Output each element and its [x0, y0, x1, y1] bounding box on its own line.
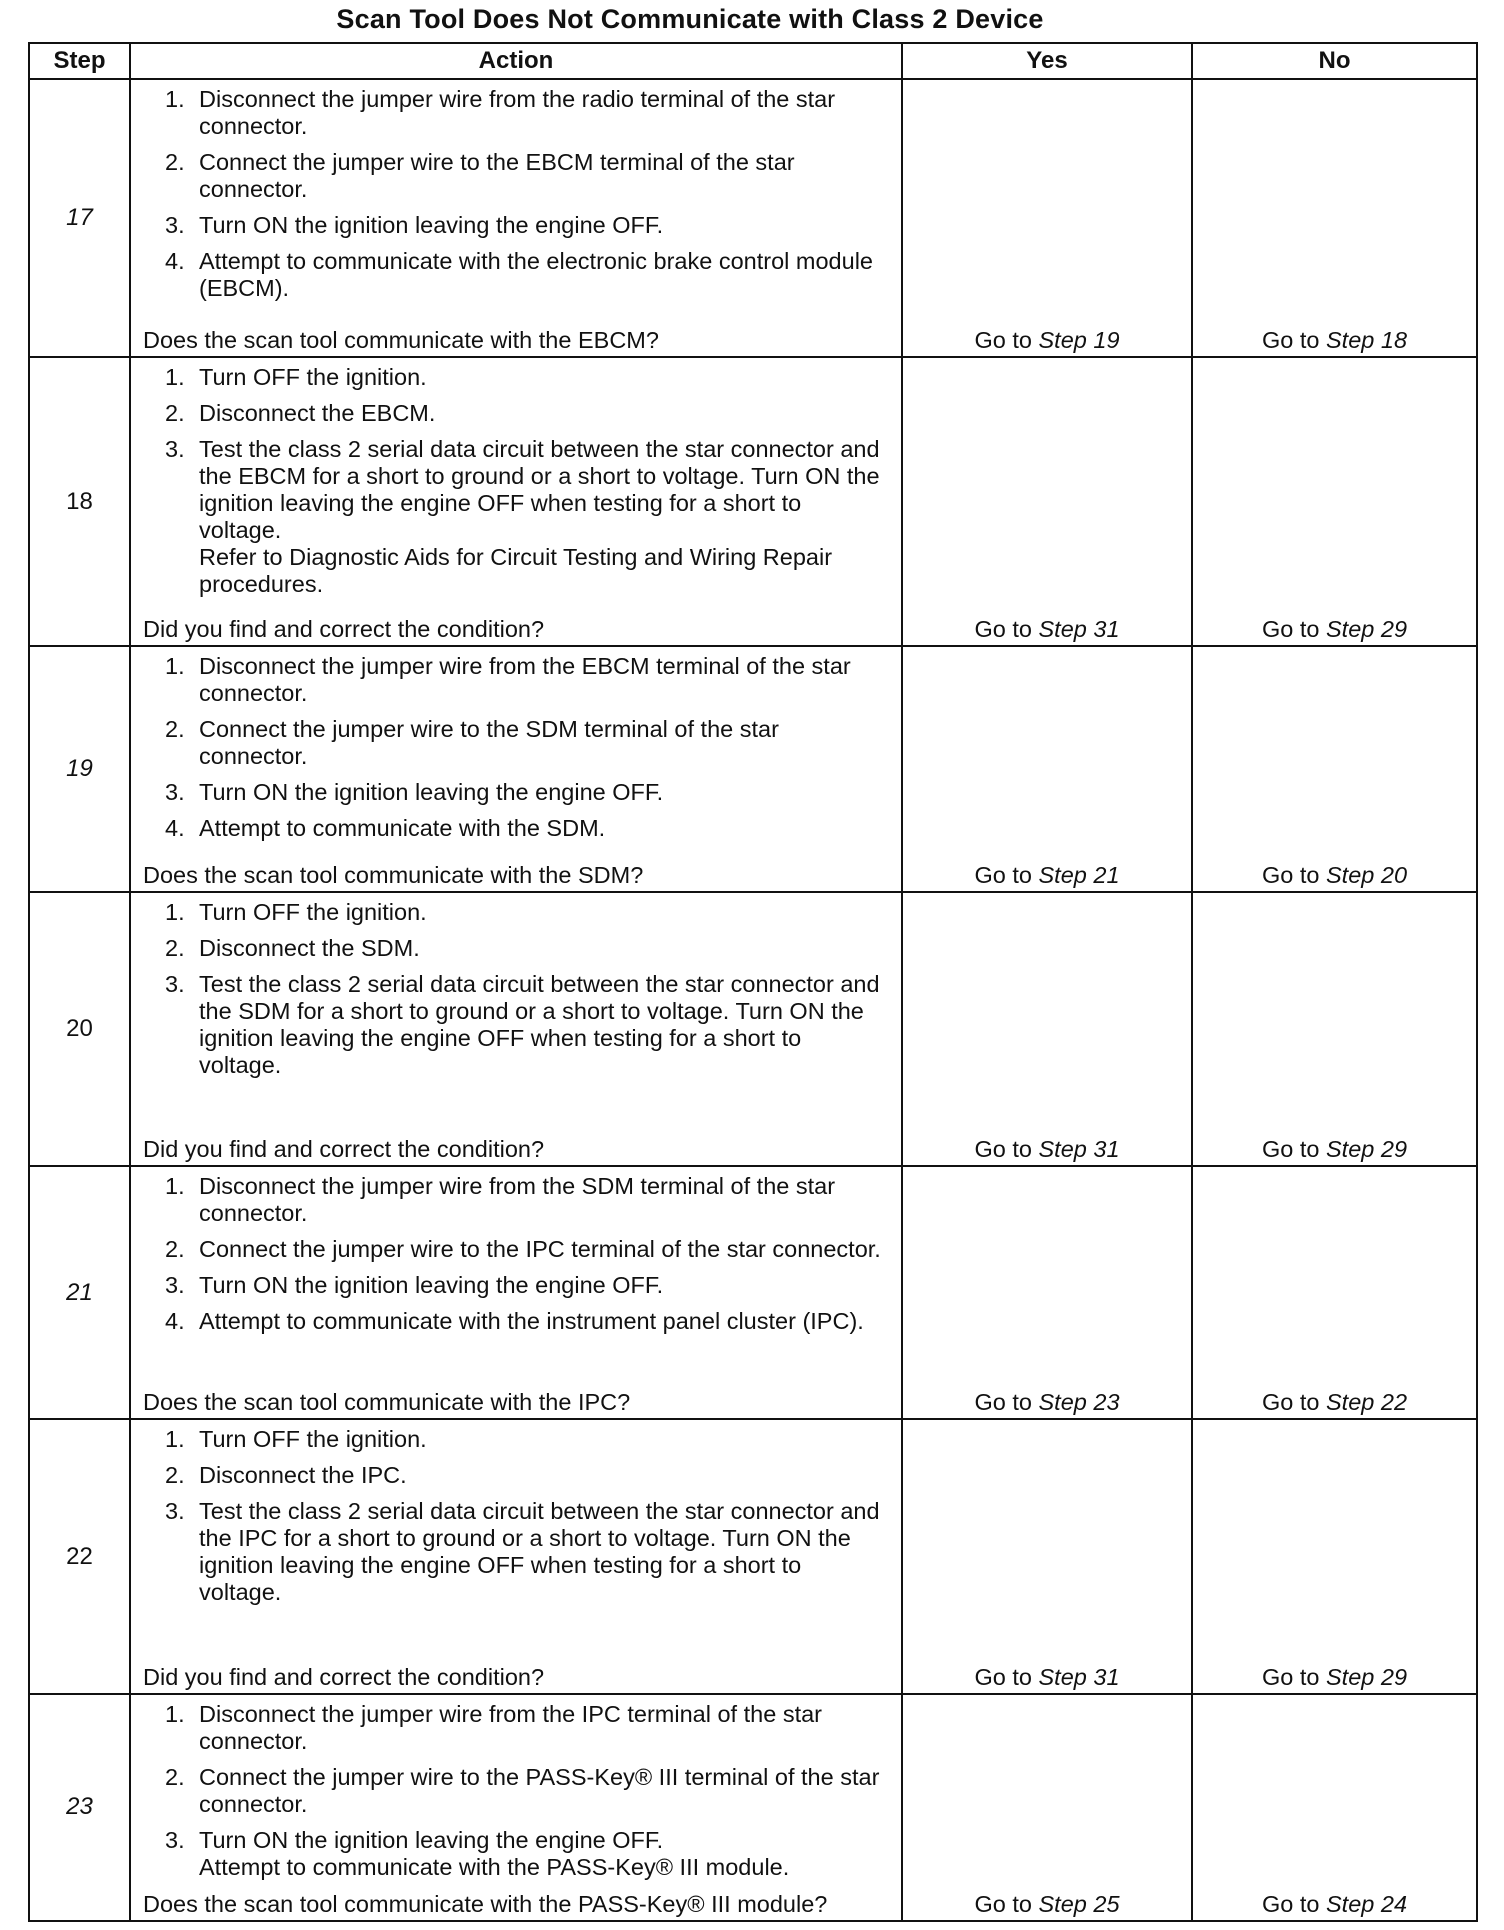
yes-cell [902, 892, 1192, 1166]
table-row [29, 79, 1477, 357]
goto-prefix: Go to [974, 1891, 1039, 1917]
substep-number: 1. [165, 86, 185, 112]
table-row [29, 1694, 1477, 1921]
step-number: 18 [29, 357, 130, 646]
substep-number: 2. [165, 400, 185, 427]
no-cell [1192, 646, 1477, 892]
substep-list [131, 358, 901, 544]
yes-cell [902, 1419, 1192, 1694]
table-row [29, 646, 1477, 892]
goto-step-link: Step 29 [1326, 1663, 1408, 1690]
substep-list [131, 1695, 901, 1854]
goto-prefix: Go to [974, 1389, 1039, 1416]
substep-list [131, 80, 901, 302]
step-number: 20 [29, 892, 130, 1166]
substep-item [131, 1173, 901, 1227]
substep-item [131, 779, 901, 806]
no-cell [1192, 892, 1477, 1166]
table-header-row [29, 43, 1477, 79]
substep-list [131, 893, 901, 1079]
substep-text: Attempt to communicate with the SDM. [199, 815, 606, 842]
yes-goto-text [903, 1135, 1191, 1163]
no-cell [1192, 1419, 1477, 1694]
substep-item [131, 1498, 901, 1606]
no-goto-text [1193, 615, 1476, 643]
substep-text: Turn ON the ignition leaving the engine OFF. [199, 1272, 664, 1299]
substep-number: 3. [165, 1826, 185, 1853]
substep-list [131, 1167, 901, 1335]
substep-number: 2. [165, 716, 185, 743]
yes-cell [902, 79, 1192, 357]
substep-text: Connect the jumper wire to the EBCM terminal of the star connector. [199, 149, 795, 202]
substep-item [131, 1827, 901, 1854]
substep-text: Test the class 2 serial data circuit between the star connector and the EBCM for a short to ground or a short to voltage. Turn ON the ignition leaving the engine OFF when testing for a short to voltage. [199, 436, 880, 544]
substep-item [131, 1701, 901, 1755]
yes-goto-text [903, 1388, 1191, 1416]
page-title: Scan Tool Does Not Communicate with Class 2 Device [336, 4, 1044, 34]
substep-number: 2. [165, 935, 185, 962]
action-question: Does the scan tool communicate with the EBCM? [143, 327, 659, 354]
substep-text: Disconnect the jumper wire from the EBCM terminal of the star connector. [199, 653, 851, 707]
substep-item [131, 1308, 901, 1335]
substep-item [131, 1236, 901, 1263]
substep-text: Test the class 2 serial data circuit between the star connector and the IPC for a short to ground or a short to voltage. Turn ON the ignition leaving the engine OFF when testing for a short to voltage. [199, 1498, 880, 1606]
substep-text: Turn OFF the ignition. [199, 899, 427, 926]
yes-goto-text [903, 1663, 1191, 1691]
action-cell [130, 357, 902, 646]
goto-step-link: Step 25 [1038, 1891, 1120, 1917]
step-number: 19 [29, 646, 130, 892]
substep-number: 3. [165, 779, 185, 806]
no-cell [1192, 357, 1477, 646]
substep-number: 3. [165, 212, 185, 238]
goto-step-link: Step 29 [1326, 1136, 1408, 1163]
action-cell [130, 646, 902, 892]
yes-cell [902, 646, 1192, 892]
step-number: 23 [29, 1694, 130, 1921]
substep-text: Disconnect the SDM. [199, 935, 420, 962]
substep-number: 2. [165, 1462, 185, 1489]
goto-prefix: Go to [1261, 862, 1326, 889]
action-cell [130, 892, 902, 1166]
action-question: Does the scan tool communicate with the PASS-Key® III module? [143, 1891, 828, 1917]
no-goto-text [1193, 861, 1476, 889]
action-question: Did you find and correct the condition? [143, 1136, 545, 1163]
goto-step-link: Step 19 [1038, 327, 1120, 354]
header-no: No [1192, 43, 1477, 79]
substep-number: 3. [165, 1498, 185, 1525]
substep-text: Disconnect the jumper wire from the SDM terminal of the star connector. [199, 1173, 836, 1227]
action-note: Refer to Diagnostic Aids for Circuit Testing and Wiring Repair procedures. [199, 544, 833, 598]
substep-text: Turn OFF the ignition. [199, 364, 427, 391]
substep-number: 1. [165, 899, 185, 926]
goto-prefix: Go to [974, 327, 1039, 354]
goto-prefix: Go to [1261, 1891, 1326, 1917]
substep-item [131, 971, 901, 1079]
substep-item [131, 212, 901, 239]
substep-text: Attempt to communicate with the electronic brake control module (EBCM). [199, 248, 873, 301]
substep-number: 1. [165, 364, 185, 391]
substep-item [131, 1462, 901, 1489]
goto-prefix: Go to [974, 1136, 1039, 1163]
substep-number: 3. [165, 436, 185, 463]
goto-step-link: Step 31 [1038, 1136, 1120, 1163]
substep-text: Disconnect the jumper wire from the IPC terminal of the star connector. [199, 1700, 822, 1754]
substep-list [131, 647, 901, 842]
no-goto-text [1193, 1388, 1476, 1416]
no-cell [1192, 79, 1477, 357]
action-cell [130, 1694, 902, 1921]
substep-number: 1. [165, 1700, 185, 1727]
action-question: Does the scan tool communicate with the IPC? [143, 1389, 631, 1416]
substep-number: 3. [165, 971, 185, 998]
header-step: Step [29, 43, 130, 79]
substep-item [131, 716, 901, 770]
action-cell [130, 1419, 902, 1694]
goto-step-link: Step 18 [1326, 327, 1408, 354]
no-goto-text [1193, 1663, 1476, 1691]
substep-text: Disconnect the EBCM. [199, 400, 436, 427]
substep-text: Turn ON the ignition leaving the engine OFF. [199, 212, 664, 238]
substep-number: 1. [165, 1173, 185, 1200]
substep-item [131, 149, 901, 203]
table-row [29, 1419, 1477, 1694]
substep-text: Disconnect the IPC. [199, 1462, 407, 1489]
no-goto-text [1193, 1890, 1476, 1918]
substep-text: Connect the jumper wire to the SDM terminal of the star connector. [199, 716, 779, 770]
substep-number: 1. [165, 1426, 185, 1453]
substep-item [131, 815, 901, 842]
action-note: Attempt to communicate with the PASS-Key® III module. [199, 1853, 790, 1880]
substep-item [131, 400, 901, 427]
substep-text: Connect the jumper wire to the IPC terminal of the star connector. [199, 1236, 881, 1263]
substep-number: 4. [165, 248, 185, 274]
goto-step-link: Step 29 [1326, 616, 1408, 643]
yes-goto-text [903, 615, 1191, 643]
goto-prefix: Go to [974, 862, 1039, 889]
action-cell [130, 1166, 902, 1419]
substep-text: Connect the jumper wire to the PASS-Key® III terminal of the star connector. [199, 1763, 880, 1817]
substep-text: Disconnect the jumper wire from the radio terminal of the star connector. [199, 86, 836, 139]
step-number: 17 [29, 79, 130, 357]
goto-prefix: Go to [1261, 616, 1326, 643]
substep-item [131, 1426, 901, 1453]
substep-item [131, 899, 901, 926]
no-cell [1192, 1694, 1477, 1921]
goto-prefix: Go to [1261, 1136, 1326, 1163]
yes-goto-text [903, 1890, 1191, 1918]
substep-text: Turn ON the ignition leaving the engine OFF. [199, 1826, 664, 1853]
substep-number: 4. [165, 815, 185, 842]
goto-prefix: Go to [974, 1663, 1039, 1690]
yes-cell [902, 1166, 1192, 1419]
substep-text: Test the class 2 serial data circuit between the star connector and the SDM for a short to ground or a short to voltage. Turn ON the ignition leaving the engine OFF when testing for a short to voltage. [199, 971, 880, 1079]
goto-prefix: Go to [1261, 1389, 1326, 1416]
substep-text: Turn OFF the ignition. [199, 1426, 427, 1453]
action-question: Did you find and correct the condition? [143, 616, 545, 643]
substep-text: Attempt to communicate with the instrument panel cluster (IPC). [199, 1308, 864, 1335]
table-row [29, 892, 1477, 1166]
no-goto-text [1193, 1135, 1476, 1163]
substep-number: 3. [165, 1272, 185, 1299]
goto-step-link: Step 31 [1038, 1663, 1120, 1690]
goto-prefix: Go to [1261, 1663, 1326, 1690]
goto-prefix: Go to [1261, 327, 1326, 354]
substep-list [131, 1420, 901, 1606]
substep-number: 2. [165, 1763, 185, 1790]
substep-number: 4. [165, 1308, 185, 1335]
goto-step-link: Step 31 [1038, 616, 1120, 643]
yes-cell [902, 357, 1192, 646]
substep-item [131, 364, 901, 391]
diagnostic-table [28, 42, 1478, 1922]
header-action: Action [130, 43, 902, 79]
substep-item [131, 248, 901, 302]
header-yes: Yes [902, 43, 1192, 79]
substep-text: Turn ON the ignition leaving the engine OFF. [199, 779, 664, 806]
substep-item [131, 86, 901, 140]
goto-step-link: Step 23 [1038, 1389, 1120, 1416]
substep-number: 2. [165, 149, 185, 175]
no-cell [1192, 1166, 1477, 1419]
substep-number: 2. [165, 1236, 185, 1263]
goto-step-link: Step 21 [1038, 862, 1120, 889]
action-question: Did you find and correct the condition? [143, 1663, 545, 1690]
table-row [29, 1166, 1477, 1419]
yes-cell [902, 1694, 1192, 1921]
action-question: Does the scan tool communicate with the SDM? [143, 862, 644, 889]
goto-step-link: Step 22 [1326, 1389, 1408, 1416]
substep-item [131, 436, 901, 544]
no-goto-text [1193, 326, 1476, 354]
yes-goto-text [903, 326, 1191, 354]
action-cell [130, 79, 902, 357]
substep-item [131, 1764, 901, 1818]
yes-goto-text [903, 861, 1191, 889]
table-row [29, 357, 1477, 646]
substep-item [131, 935, 901, 962]
goto-prefix: Go to [974, 616, 1039, 643]
substep-item [131, 653, 901, 707]
step-number: 22 [29, 1419, 130, 1694]
substep-item [131, 1272, 901, 1299]
step-number: 21 [29, 1166, 130, 1419]
goto-step-link: Step 20 [1326, 862, 1408, 889]
goto-step-link: Step 24 [1326, 1891, 1408, 1917]
substep-number: 1. [165, 653, 185, 680]
